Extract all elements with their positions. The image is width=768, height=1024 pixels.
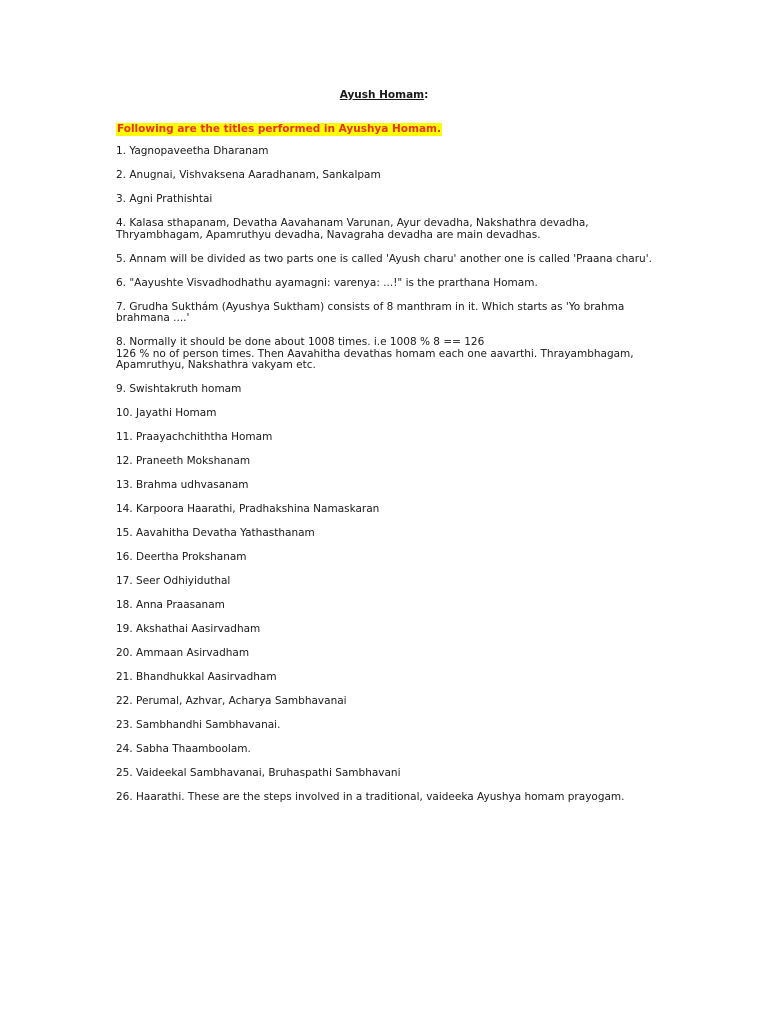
list-item: 21. Bhandhukkal Aasirvadham xyxy=(116,671,277,683)
list-item: 11. Praayachchiththa Homam xyxy=(116,431,273,443)
list-item: 14. Karpoora Haarathi, Pradhakshina Namaskaran xyxy=(116,503,380,515)
list-item: 25. Vaideekal Sambhavanai, Bruhaspathi Sambhavani xyxy=(116,767,401,779)
list-item: 10. Jayathi Homam xyxy=(116,407,217,419)
title-text: Ayush Homam xyxy=(339,89,425,101)
list-item: 19. Akshathai Aasirvadham xyxy=(116,623,261,635)
list-item: 7. Grudha Sukthám (Ayushya Suktham) consists of 8 manthram in it. Which starts as 'Yo brahma brahmana ....' xyxy=(116,300,625,324)
list-item: 17. Seer Odhiyiduthal xyxy=(116,575,231,587)
list-item: 24. Sabha Thaamboolam. xyxy=(116,743,251,755)
list-item: 20. Ammaan Asirvadham xyxy=(116,647,250,659)
list-item: 3. Agni Prathishtai xyxy=(116,193,213,205)
list-item: 8. Normally it should be done about 1008 times. i.e 1008 % 8 == 126 126 % no of person times. Then Aavahitha devathas homam each one aavarthi. Thrayambhagam, Apamruthyu, Nakshathra vakyam etc. xyxy=(116,336,634,371)
list-item: 1. Yagnopaveetha Dharanam xyxy=(116,145,269,157)
list-item: 4. Kalasa sthapanam, Devatha Aavahanam Varunan, Ayur devadha, Nakshathra devadha, Thryambhagam, Apamruthyu devadha, Navagraha devadha are main devadhas. xyxy=(116,217,589,241)
title-suffix: : xyxy=(424,89,429,101)
list-item: 9. Swishtakruth homam xyxy=(116,383,242,395)
list-item: 12. Praneeth Mokshanam xyxy=(116,455,251,467)
steps-list xyxy=(116,146,656,816)
list-item: 23. Sambhandhi Sambhavanai. xyxy=(116,719,281,731)
list-item: 5. Annam will be divided as two parts one is called 'Ayush charu' another one is called 'Praana charu'. xyxy=(116,252,652,265)
list-item: 26. Haarathi. These are the steps involved in a traditional, vaideeka Ayushya homam prayogam. xyxy=(116,791,625,803)
list-item: 18. Anna Praasanam xyxy=(116,599,225,611)
list-item: 13. Brahma udhvasanam xyxy=(116,479,249,491)
list-item: 6. "Aayushte Visvadhodhathu ayamagni: varenya: ...!" is the prarthana Homam. xyxy=(116,276,538,289)
list-item: 22. Perumal, Azhvar, Acharya Sambhavanai xyxy=(116,695,347,707)
list-item: 16. Deertha Prokshanam xyxy=(116,551,247,563)
highlighted-intro: Following are the titles performed in Ayushya Homam. xyxy=(117,123,441,135)
list-item: 15. Aavahitha Devatha Yathasthanam xyxy=(116,527,315,539)
page-title xyxy=(0,88,768,102)
list-item: 2. Anugnai, Vishvaksena Aaradhanam, Sankalpam xyxy=(116,169,381,181)
